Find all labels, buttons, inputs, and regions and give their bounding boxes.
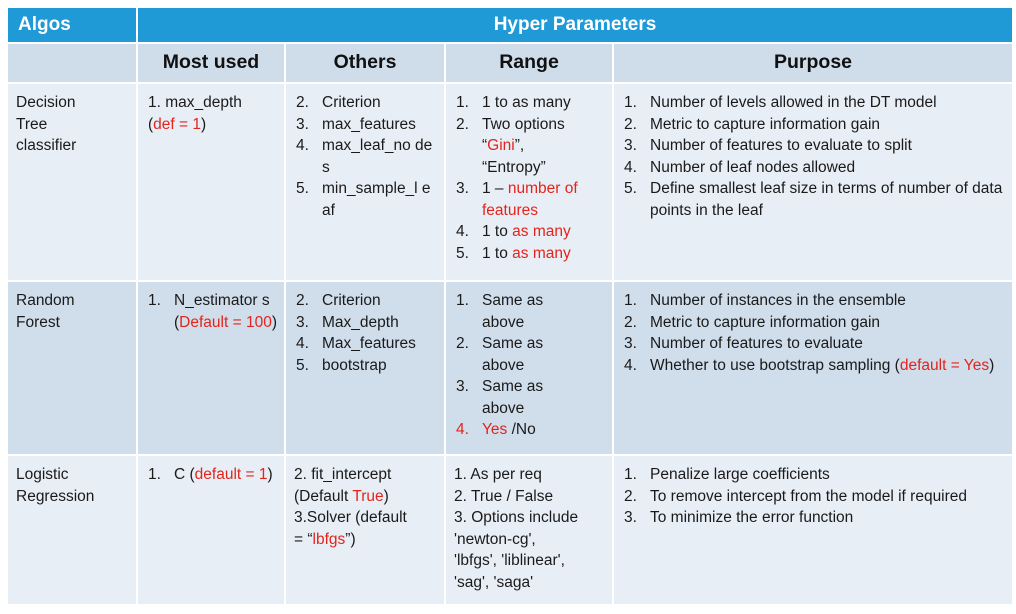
most-used-param: 1. max_depth bbox=[148, 94, 242, 111]
default-value: default = 1 bbox=[194, 466, 268, 483]
range-line: 2. True / False bbox=[454, 487, 554, 505]
most-used-cell bbox=[137, 281, 285, 455]
others-cell bbox=[285, 455, 445, 605]
list-number: 1. bbox=[148, 466, 161, 483]
list-text: Same as above bbox=[482, 292, 544, 331]
range-red-text: number of features bbox=[482, 180, 578, 219]
algo-name-line: Logistic bbox=[16, 466, 69, 483]
list-text: Penalize large coefficients bbox=[650, 466, 830, 483]
range-red-text: as many bbox=[512, 223, 571, 240]
list-number: 2. bbox=[456, 115, 469, 133]
range-text: 1 to bbox=[482, 223, 513, 240]
others-line: 2. fit_intercept bbox=[294, 466, 392, 483]
list-item bbox=[624, 135, 1006, 157]
list-item bbox=[148, 290, 278, 333]
most-used-default bbox=[148, 114, 278, 136]
range-red-text: Gini bbox=[487, 137, 515, 154]
range-cell bbox=[445, 281, 613, 455]
list-text: Define smallest leaf size in terms of number of data points in the leaf bbox=[650, 180, 1003, 219]
list-number: 3. bbox=[296, 313, 309, 331]
quote: ”, bbox=[514, 137, 525, 154]
table-row-random-forest bbox=[7, 281, 1013, 455]
paren-text: ( bbox=[148, 115, 154, 133]
subheader-others: Others bbox=[285, 43, 445, 83]
list-text: min_sample_l eaf bbox=[322, 180, 431, 219]
list-item bbox=[456, 221, 606, 243]
header-hyper-parameters: Hyper Parameters bbox=[137, 7, 1013, 43]
subheader-purpose: Purpose bbox=[613, 43, 1013, 83]
list-number: 3. bbox=[624, 509, 637, 526]
range-cell bbox=[445, 83, 613, 281]
list-item bbox=[624, 486, 1006, 508]
paren-text: ) bbox=[201, 115, 207, 133]
paren-text: ) bbox=[271, 313, 277, 331]
algo-name-line: Regression bbox=[16, 487, 95, 505]
algo-name-line: Forest bbox=[16, 313, 60, 331]
list-item bbox=[624, 333, 1006, 355]
list-item bbox=[456, 419, 606, 441]
list-item bbox=[296, 312, 438, 334]
others-text: = “ bbox=[294, 530, 313, 548]
list-text bbox=[650, 355, 1006, 377]
purpose-cell bbox=[613, 83, 1013, 281]
list-number: 3. bbox=[624, 335, 637, 352]
list-item bbox=[296, 135, 438, 178]
list-text: Number of features to evaluate bbox=[650, 335, 863, 352]
subheader-empty bbox=[7, 43, 137, 83]
list-item bbox=[456, 333, 606, 376]
list-text bbox=[482, 178, 606, 221]
list-number: 3. bbox=[456, 180, 469, 197]
list-number: 2. bbox=[624, 313, 637, 331]
list-item bbox=[296, 92, 438, 114]
range-text: 1 to bbox=[482, 244, 513, 262]
list-number: 4. bbox=[456, 223, 469, 240]
list-number: 5. bbox=[456, 244, 469, 262]
range-text: “Entropy” bbox=[482, 158, 546, 176]
list-text: 1 to as many bbox=[482, 94, 571, 111]
algo-name-line: Decision bbox=[16, 94, 76, 111]
list-item bbox=[296, 178, 438, 221]
list-item bbox=[624, 157, 1006, 179]
algo-name-line: Tree bbox=[16, 115, 48, 133]
list-number: 4. bbox=[624, 158, 637, 176]
others-text: (Default bbox=[294, 487, 353, 505]
range-cell bbox=[445, 455, 613, 605]
default-value: Default = 100 bbox=[179, 313, 272, 331]
range-line: 'lbfgs', 'liblinear', bbox=[454, 552, 565, 569]
table-row-logistic-regression bbox=[7, 455, 1013, 605]
range-text: Two options bbox=[482, 115, 565, 133]
table-row-decision-tree bbox=[7, 83, 1013, 281]
algo-cell bbox=[7, 455, 137, 605]
list-item bbox=[456, 178, 606, 221]
purpose-cell bbox=[613, 455, 1013, 605]
list-number: 2. bbox=[296, 94, 309, 111]
range-red-text: as many bbox=[512, 244, 571, 262]
header-algos: Algos bbox=[7, 7, 137, 43]
list-text: Number of instances in the ensemble bbox=[650, 292, 906, 309]
purpose-cell bbox=[613, 281, 1013, 455]
most-used-cell bbox=[137, 83, 285, 281]
param-text: C ( bbox=[174, 466, 195, 483]
list-item bbox=[624, 92, 1006, 114]
param-text: N_estimator s ( bbox=[174, 292, 270, 331]
list-text: To remove intercept from the model if required bbox=[650, 487, 968, 505]
list-number: 4. bbox=[296, 335, 309, 352]
list-number: 5. bbox=[296, 180, 309, 197]
list-item bbox=[456, 114, 606, 179]
list-item bbox=[624, 464, 1006, 486]
list-text: Number of leaf nodes allowed bbox=[650, 158, 856, 176]
list-text: max_leaf_no des bbox=[322, 137, 433, 176]
list-text: Max_features bbox=[322, 335, 416, 352]
paren-text: ) bbox=[989, 356, 995, 374]
list-item bbox=[624, 114, 1006, 136]
list-number: 1. bbox=[148, 292, 161, 309]
list-text: Number of levels allowed in the DT model bbox=[650, 94, 937, 111]
default-value: True bbox=[352, 487, 384, 505]
list-item bbox=[456, 290, 606, 333]
others-cell bbox=[285, 83, 445, 281]
range-red-text: Yes bbox=[482, 421, 508, 438]
list-item bbox=[624, 355, 1006, 377]
list-number: 1. bbox=[456, 94, 469, 111]
list-text bbox=[174, 290, 278, 333]
algo-name-line: Random bbox=[16, 292, 75, 309]
default-value: lbfgs bbox=[312, 530, 346, 548]
others-line bbox=[294, 529, 438, 551]
list-text: Same as above bbox=[482, 335, 544, 374]
hyperparameter-table bbox=[6, 6, 1014, 606]
range-line: 3. Options include bbox=[454, 509, 579, 526]
list-item bbox=[296, 333, 438, 355]
subheader-most-used: Most used bbox=[137, 43, 285, 83]
range-line: 'newton-cg', bbox=[454, 530, 536, 548]
list-text bbox=[482, 243, 606, 265]
list-number: 1. bbox=[624, 292, 637, 309]
list-number: 5. bbox=[296, 356, 309, 374]
list-number: 2. bbox=[624, 487, 637, 505]
range-text: 1 – bbox=[482, 180, 508, 197]
quote: “ bbox=[482, 137, 488, 154]
others-cell bbox=[285, 281, 445, 455]
subheader-range: Range bbox=[445, 43, 613, 83]
list-number: 5. bbox=[624, 180, 637, 197]
list-number: 2. bbox=[624, 115, 637, 133]
list-text: Metric to capture information gain bbox=[650, 115, 881, 133]
list-number: 2. bbox=[456, 335, 469, 352]
paren-text: ”) bbox=[345, 530, 356, 548]
list-number: 4. bbox=[296, 137, 309, 154]
list-text: Metric to capture information gain bbox=[650, 313, 881, 331]
list-text bbox=[482, 221, 606, 243]
list-number: 1. bbox=[624, 94, 637, 111]
paren-text: ) bbox=[267, 466, 273, 483]
list-number: 3. bbox=[296, 115, 309, 133]
paren-text: ) bbox=[383, 487, 389, 505]
list-number: 2. bbox=[296, 292, 309, 309]
others-line: 3.Solver (default bbox=[294, 509, 407, 526]
list-text: Same as above bbox=[482, 378, 544, 417]
default-value: default = Yes bbox=[899, 356, 990, 374]
list-item bbox=[624, 178, 1006, 221]
list-number: 3. bbox=[456, 378, 469, 395]
range-line: 'sag', 'saga' bbox=[454, 573, 534, 591]
list-item bbox=[624, 507, 1006, 529]
list-number: 3. bbox=[624, 137, 637, 154]
list-item bbox=[456, 376, 606, 419]
list-number: 4. bbox=[456, 421, 469, 438]
range-line: 1. As per req bbox=[454, 466, 542, 483]
list-item bbox=[456, 92, 606, 114]
purpose-text: Whether to use bootstrap sampling ( bbox=[650, 356, 900, 374]
list-item bbox=[624, 312, 1006, 334]
list-number: 1. bbox=[456, 292, 469, 309]
list-text: Max_depth bbox=[322, 313, 399, 331]
default-value: def = 1 bbox=[153, 115, 202, 133]
list-item bbox=[296, 290, 438, 312]
list-number: 4. bbox=[624, 356, 637, 374]
list-text bbox=[482, 114, 606, 179]
list-text: Number of features to evaluate to split bbox=[650, 137, 912, 154]
list-text bbox=[174, 464, 274, 486]
list-text: To minimize the error function bbox=[650, 509, 854, 526]
list-item bbox=[148, 464, 278, 486]
list-item bbox=[456, 243, 606, 265]
algo-name-line: classifier bbox=[16, 137, 77, 154]
list-text: Criterion bbox=[322, 292, 381, 309]
list-number: 1. bbox=[624, 466, 637, 483]
others-line bbox=[294, 486, 438, 508]
list-text bbox=[482, 419, 606, 441]
algo-cell bbox=[7, 281, 137, 455]
list-item bbox=[624, 290, 1006, 312]
algo-cell bbox=[7, 83, 137, 281]
list-item bbox=[296, 355, 438, 377]
range-text: /No bbox=[507, 421, 536, 438]
list-text: Criterion bbox=[322, 94, 381, 111]
list-text: max_features bbox=[322, 115, 416, 133]
most-used-cell bbox=[137, 455, 285, 605]
list-text: bootstrap bbox=[322, 356, 387, 374]
list-item bbox=[296, 114, 438, 136]
